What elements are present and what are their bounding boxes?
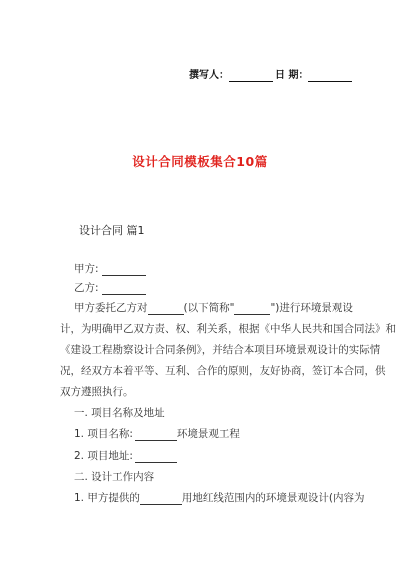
author-blank [229, 71, 273, 82]
section2-item1 [74, 492, 364, 505]
project-name-label: 1. 项目名称: [74, 428, 133, 440]
party-a-blank [102, 264, 146, 276]
intro-line-3: 《建设工程勘察设计合同条例》，并结合本项目环境景观设计的实际情 [60, 344, 381, 356]
date-blank [308, 71, 352, 82]
design-scope-blank [140, 493, 182, 505]
section1-item2 [74, 450, 177, 463]
design-scope-text: 用地红线范围内的环境景观设计(内容为 [181, 492, 365, 504]
section1-item1 [74, 428, 240, 441]
intro-text-1a: 甲方委托乙方对 [74, 302, 148, 314]
project-name-blank [135, 429, 177, 441]
project-name-value: 环境景观工程 [176, 428, 240, 440]
document-title: 设计合同模板集合10篇 [132, 154, 268, 169]
intro-text-1b: (以下简称" [183, 302, 235, 314]
author-date-line [189, 70, 352, 82]
party-b-blank [102, 283, 146, 295]
section1-heading: 一. 项目名称及地址 [74, 407, 165, 419]
intro-blank-2 [234, 303, 270, 315]
project-address-blank [135, 451, 177, 463]
party-a-line [74, 263, 146, 276]
intro-line-5: 双方遵照执行。 [60, 386, 134, 398]
intro-line-2: 计，为明确甲乙双方责、权、利关系，根据《中华人民共和国合同法》和 [60, 323, 396, 335]
intro-blank-1 [148, 303, 184, 315]
party-a-label: 甲方: [74, 263, 99, 275]
project-address-label: 2. 项目地址: [74, 450, 133, 462]
design-scope-label: 1. 甲方提供的 [74, 492, 140, 504]
intro-line-4: 况，经双方本着平等、互利、合作的原则，友好协商，签订本合同，供 [60, 365, 386, 377]
party-b-line [74, 282, 146, 295]
author-label: 撰写人： [189, 70, 229, 81]
party-b-label: 乙方: [74, 282, 99, 294]
intro-line-1 [74, 302, 353, 315]
section-heading: 设计合同 篇1 [79, 224, 145, 237]
section2-heading: 二. 设计工作内容 [74, 471, 155, 483]
date-label: 日 期： [275, 70, 309, 81]
intro-text-1c: ")进行环境景观设 [270, 302, 353, 314]
